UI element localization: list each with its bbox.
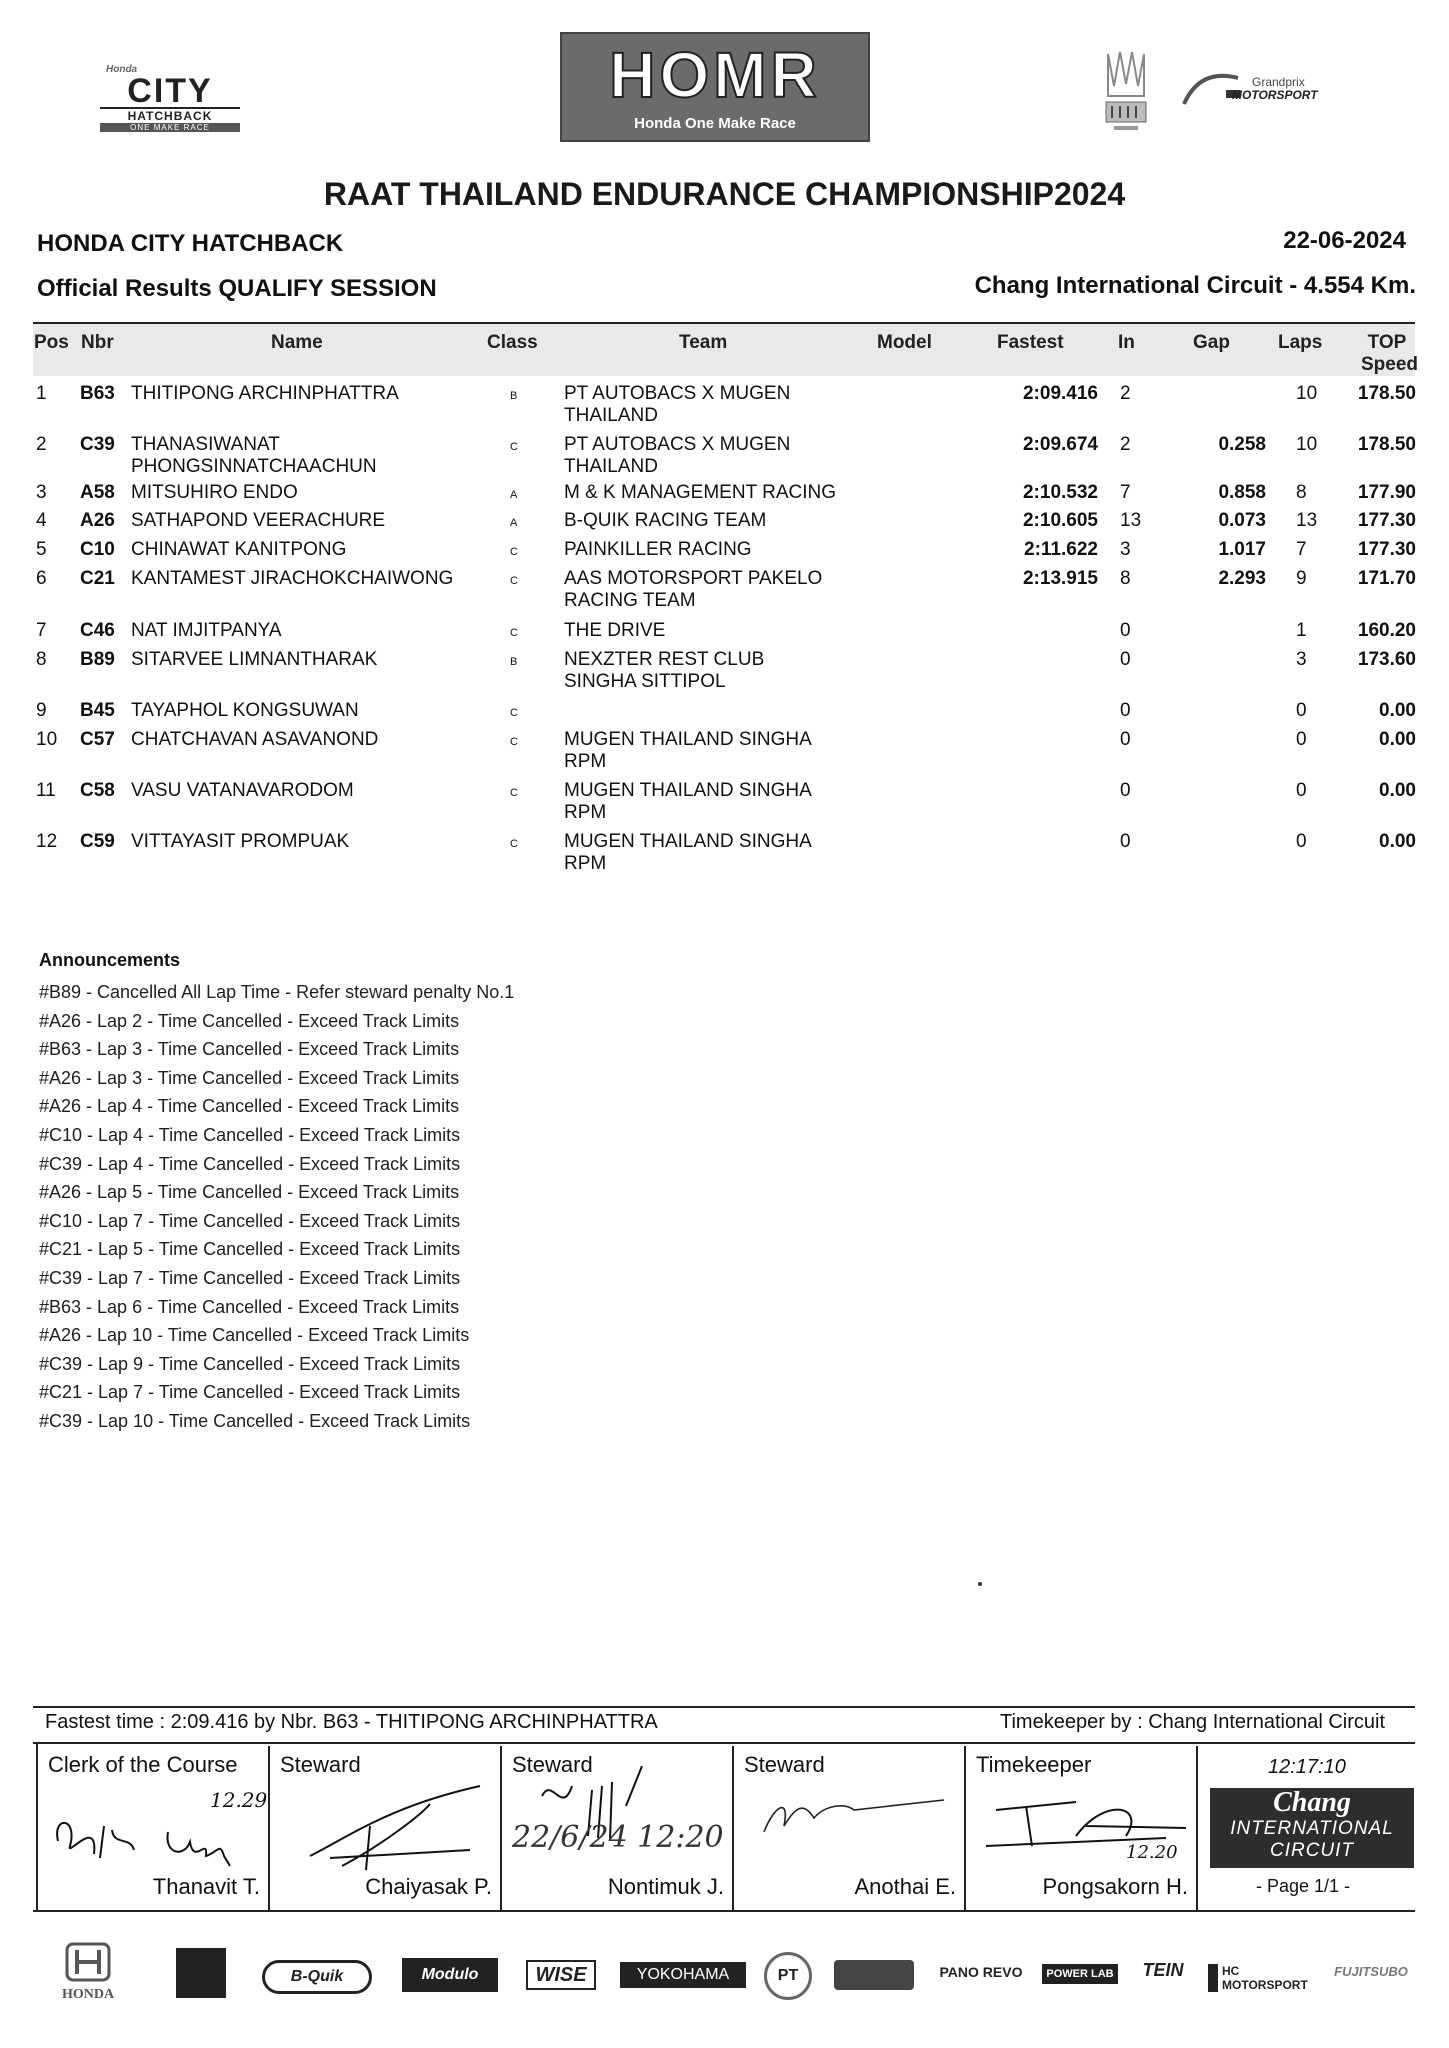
row-pos: 5	[36, 539, 47, 560]
signature-box-top-rule	[33, 1742, 1415, 1744]
row-in: 3	[1120, 539, 1131, 560]
signature-role: Timekeeper	[976, 1752, 1092, 1777]
row-name	[131, 780, 491, 802]
row-team-line2: SINGHA SITTIPOL	[564, 671, 726, 692]
col-class: Class	[487, 332, 538, 353]
signature-box-bottom-rule	[33, 1910, 1415, 1912]
row-pos: 10	[36, 729, 58, 750]
honda-sponsor-text: HONDA	[61, 1987, 115, 2002]
row-name	[131, 620, 491, 642]
fastest-time-summary: Fastest time : 2:09.416 by Nbr. B63 - THITIPONG ARCHINPHATTRA	[45, 1711, 658, 1733]
signature-clerk-of-course	[38, 1746, 270, 1910]
row-pos: 4	[36, 510, 47, 531]
row-name-line2: PHONGSINNATCHAACHUN	[131, 456, 377, 477]
row-in: 0	[1120, 620, 1131, 641]
row-in: 2	[1120, 383, 1131, 404]
chang-circuit-box	[1198, 1746, 1416, 1910]
row-laps: 13	[1296, 510, 1318, 531]
row-gap: 0.858	[1218, 482, 1266, 503]
city-logo-text: CITY	[127, 72, 213, 110]
row-name-line1: SITARVEE LIMNANTHARAK	[131, 649, 378, 670]
signature-role: Steward	[512, 1752, 593, 1777]
row-team	[564, 434, 864, 478]
announcement-item: #A26 - Lap 10 - Time Cancelled - Exceed Track Limits	[39, 1325, 470, 1346]
row-name	[131, 482, 491, 504]
homr-logo	[560, 32, 870, 142]
announcements-list	[39, 978, 514, 1436]
col-top-speed	[1361, 332, 1419, 376]
row-in: 7	[1120, 482, 1131, 503]
row-nbr: B45	[80, 700, 115, 721]
row-top-speed: 0.00	[1379, 780, 1416, 801]
row-nbr: C46	[80, 620, 115, 641]
row-team-line1: MUGEN THAILAND SINGHA	[564, 729, 812, 750]
signature-name: Nontimuk J.	[607, 1874, 724, 1899]
signature-steward-2	[502, 1746, 734, 1910]
row-team-line1: PT AUTOBACS X MUGEN	[564, 434, 791, 455]
announcement-item: #A26 - Lap 4 - Time Cancelled - Exceed Track Limits	[39, 1096, 460, 1117]
row-nbr: C58	[80, 780, 115, 801]
table-row	[0, 831, 1449, 881]
row-in: 8	[1120, 568, 1131, 589]
row-team	[564, 620, 864, 642]
row-fastest: 2:09.416	[1022, 383, 1098, 404]
grandprix-motorsport-logo	[1180, 64, 1340, 124]
row-top-speed: 178.50	[1357, 383, 1416, 404]
announcement-item: #C10 - Lap 4 - Time Cancelled - Exceed Track Limits	[39, 1124, 461, 1145]
row-class: C	[510, 787, 518, 799]
row-pos: 8	[36, 649, 47, 670]
row-in: 0	[1120, 780, 1131, 801]
row-team	[564, 568, 864, 612]
col-top-speed-line2: Speed	[1361, 354, 1419, 375]
row-laps: 0	[1296, 729, 1307, 750]
row-name	[131, 831, 491, 853]
row-gap: 0.073	[1218, 510, 1266, 531]
hc-motorsport-sponsor-logo: HC MOTORSPORT	[1208, 1964, 1312, 1992]
row-nbr: A58	[80, 482, 115, 503]
row-team-line2: RPM	[564, 853, 607, 874]
row-laps: 3	[1296, 649, 1307, 670]
row-gap: 1.017	[1218, 539, 1266, 560]
row-team-line1: THE DRIVE	[564, 620, 666, 641]
row-name-line1: TAYAPHOL KONGSUWAN	[131, 700, 359, 721]
honda-h-icon	[63, 1942, 113, 1982]
announcement-item: #C39 - Lap 7 - Time Cancelled - Exceed Track Limits	[39, 1267, 461, 1288]
row-fastest: 2:10.532	[1022, 482, 1098, 503]
signature-name: Pongsakorn H.	[1042, 1874, 1188, 1899]
row-team-line2: RACING TEAM	[564, 590, 696, 611]
row-nbr: B89	[80, 649, 115, 670]
row-name	[131, 434, 491, 478]
col-in: In	[1118, 332, 1135, 353]
signature-role: Steward	[744, 1752, 825, 1777]
row-class: C	[510, 838, 518, 850]
table-row	[0, 780, 1449, 830]
row-name-line1: VASU VATANAVARODOM	[131, 780, 354, 801]
motorsport-text: MOTORSPORT	[1232, 88, 1318, 102]
chang-international-circuit-logo	[1210, 1788, 1414, 1868]
col-fastest: Fastest	[997, 332, 1064, 353]
row-nbr: C10	[80, 539, 115, 560]
row-pos: 3	[36, 482, 47, 503]
row-name	[131, 700, 491, 722]
row-name-line1: SATHAPOND VEERACHURE	[131, 510, 386, 531]
col-laps: Laps	[1278, 332, 1323, 353]
col-nbr: Nbr	[81, 332, 114, 353]
rx-sponsor-logo	[834, 1960, 914, 1990]
row-laps: 10	[1296, 434, 1318, 455]
row-top-speed: 177.90	[1357, 482, 1416, 503]
results-table-header	[33, 324, 1419, 376]
table-row	[0, 434, 1449, 484]
row-team-line1: PAINKILLER RACING	[564, 539, 752, 560]
row-name-line1: VITTAYASIT PROMPUAK	[131, 831, 350, 852]
table-row	[0, 649, 1449, 699]
row-top-speed: 173.60	[1357, 649, 1416, 670]
col-name: Name	[271, 332, 323, 353]
scan-speck	[978, 1582, 982, 1586]
row-in: 0	[1120, 700, 1131, 721]
announcement-item: #A26 - Lap 3 - Time Cancelled - Exceed Track Limits	[39, 1067, 460, 1088]
row-top-speed: 160.20	[1357, 620, 1416, 641]
row-team-line1: B-QUIK RACING TEAM	[564, 510, 767, 531]
announcement-item: #A26 - Lap 5 - Time Cancelled - Exceed Track Limits	[39, 1182, 460, 1203]
wise-sponsor-logo: WISE	[526, 1960, 596, 1990]
announcement-item: #C39 - Lap 10 - Time Cancelled - Exceed Track Limits	[39, 1410, 471, 1431]
row-top-speed: 0.00	[1379, 700, 1416, 721]
signature-name: Chaiyasak P.	[365, 1874, 492, 1899]
row-team-line1: MUGEN THAILAND SINGHA	[564, 780, 812, 801]
row-laps: 0	[1296, 831, 1307, 852]
row-fastest: 2:11.622	[1024, 539, 1098, 560]
modulo-sponsor-logo: Modulo	[402, 1958, 498, 1992]
row-fastest: 2:13.915	[1022, 568, 1098, 589]
row-pos: 12	[36, 831, 58, 852]
chang-logo-line3: CIRCUIT	[1269, 1840, 1355, 1861]
announcement-item: #B89 - Cancelled All Lap Time - Refer steward penalty No.1	[39, 982, 515, 1002]
announcements-title: Announcements	[39, 950, 181, 970]
row-in: 0	[1120, 831, 1131, 852]
row-class: B	[510, 390, 518, 402]
row-pos: 6	[36, 568, 47, 589]
row-team-line1: MUGEN THAILAND SINGHA	[564, 831, 812, 852]
row-name	[131, 729, 491, 751]
row-pos: 11	[36, 780, 56, 801]
row-name-line1: THITIPONG ARCHINPHATTRA	[131, 383, 399, 404]
signature-role: Steward	[280, 1752, 361, 1777]
row-top-speed: 177.30	[1357, 510, 1416, 531]
row-class: A	[510, 489, 518, 501]
session-title: Official Results QUALIFY SESSION	[37, 275, 437, 302]
row-laps: 8	[1296, 482, 1307, 503]
announcement-item: #B63 - Lap 6 - Time Cancelled - Exceed Track Limits	[39, 1296, 460, 1317]
row-top-speed: 177.30	[1357, 539, 1416, 560]
row-class: C	[510, 441, 518, 453]
row-name-line1: CHINAWAT KANITPONG	[131, 539, 347, 560]
row-nbr: C59	[80, 831, 115, 852]
row-top-speed: 0.00	[1379, 831, 1416, 852]
row-laps: 0	[1296, 700, 1307, 721]
row-nbr: C57	[80, 729, 115, 750]
table-row	[0, 383, 1449, 433]
row-laps: 0	[1296, 780, 1307, 801]
honda-city-hatchback-logo	[100, 64, 240, 132]
row-class: C	[510, 546, 518, 558]
steward-handwritten-timestamp: 22/6/24 12:20	[512, 1820, 724, 1855]
row-gap: 2.293	[1218, 568, 1266, 589]
raat-emblem-icon	[1100, 44, 1152, 138]
row-name	[131, 649, 491, 671]
row-nbr: C21	[80, 568, 115, 589]
homr-logo-text: HOMR	[609, 39, 821, 111]
powerlab-sponsor-logo: POWER LAB	[1042, 1964, 1118, 1984]
row-fastest: 2:09.674	[1022, 434, 1098, 455]
hatchback-logo-text: HATCHBACK	[100, 107, 240, 123]
signature-timekeeper	[966, 1746, 1198, 1910]
event-date: 22-06-2024	[1283, 227, 1406, 254]
table-row	[0, 729, 1449, 779]
row-team	[564, 649, 864, 693]
row-pos: 7	[36, 620, 47, 641]
signature-steward-3	[734, 1746, 966, 1910]
one-make-race-logo-text: ONE MAKE RACE	[100, 123, 240, 132]
row-team	[564, 539, 864, 561]
row-team	[564, 510, 864, 532]
clerk-handwritten-time: 12.29	[210, 1788, 268, 1812]
homr-subtitle: Honda One Make Race	[634, 115, 796, 132]
sponsor-logos	[40, 1940, 1420, 2020]
series-name: HONDA CITY HATCHBACK	[37, 230, 344, 257]
signature-name: Thanavit T.	[152, 1874, 260, 1899]
row-team-line2: THAILAND	[564, 456, 658, 477]
row-laps: 10	[1296, 383, 1318, 404]
row-nbr: B63	[80, 383, 115, 404]
row-pos: 2	[36, 434, 47, 455]
announcement-item: #C10 - Lap 7 - Time Cancelled - Exceed Track Limits	[39, 1210, 461, 1231]
row-class: A	[510, 517, 518, 529]
row-class: B	[510, 656, 518, 668]
row-name-line1: MITSUHIRO ENDO	[131, 482, 298, 503]
chang-logo-line2: INTERNATIONAL	[1230, 1818, 1394, 1839]
honda-brand-text: Honda	[106, 64, 138, 75]
col-pos: Pos	[34, 332, 69, 353]
signature-steward-1	[270, 1746, 502, 1910]
page-number: - Page 1/1 -	[1256, 1876, 1351, 1896]
tein-sponsor-logo: TEIN	[1142, 1960, 1184, 1980]
row-name-line1: THANASIWANAT	[131, 434, 280, 455]
row-team	[564, 780, 864, 824]
row-top-speed: 171.70	[1357, 568, 1416, 589]
row-name	[131, 383, 491, 405]
announcement-item: #C39 - Lap 4 - Time Cancelled - Exceed Track Limits	[39, 1153, 461, 1174]
row-in: 0	[1120, 649, 1131, 670]
print-time: 12:17:10	[1268, 1756, 1346, 1778]
announcement-item: #B63 - Lap 3 - Time Cancelled - Exceed Track Limits	[39, 1039, 460, 1060]
row-team-line2: THAILAND	[564, 405, 658, 426]
row-name	[131, 568, 491, 590]
row-class: C	[510, 575, 518, 587]
bquik-sponsor-logo: B-Quik	[262, 1960, 372, 1994]
row-in: 2	[1120, 434, 1131, 455]
row-gap: 0.258	[1218, 434, 1266, 455]
row-top-speed: 178.50	[1357, 434, 1416, 455]
row-name	[131, 510, 491, 532]
fujitsubo-sponsor-logo: FUJITSUBO	[1334, 1964, 1408, 1979]
announcement-item: #C21 - Lap 5 - Time Cancelled - Exceed Track Limits	[39, 1239, 461, 1260]
chang-logo-line1: Chang	[1273, 1787, 1351, 1818]
row-nbr: C39	[80, 434, 115, 455]
header-logos	[0, 28, 1449, 148]
row-team-line2: RPM	[564, 751, 607, 772]
panorevo-sponsor-logo: PANO REVO	[939, 1964, 1023, 1980]
row-pos: 9	[36, 700, 47, 721]
grandprix-swoosh-icon	[1180, 64, 1240, 114]
row-team-line1: NEXZTER REST CLUB	[564, 649, 765, 670]
col-gap: Gap	[1193, 332, 1230, 353]
timekeeper-handwritten-time: 12.20	[1126, 1842, 1178, 1863]
singha-lion-logo	[176, 1948, 226, 1998]
timekeeper-by: Timekeeper by : Chang International Circuit	[1000, 1711, 1385, 1733]
col-top-speed-line1: TOP	[1367, 332, 1407, 353]
announcement-item: #C39 - Lap 9 - Time Cancelled - Exceed Track Limits	[39, 1353, 461, 1374]
row-laps: 9	[1296, 568, 1307, 589]
row-team-line1: PT AUTOBACS X MUGEN	[564, 383, 791, 404]
row-team	[564, 482, 864, 504]
pt-sponsor-logo: PT	[764, 1952, 812, 2000]
row-name-line1: CHATCHAVAN ASAVANOND	[131, 729, 379, 750]
row-team-line2: RPM	[564, 802, 607, 823]
row-class: C	[510, 707, 518, 719]
signature-name: Anothai E.	[854, 1874, 956, 1899]
announcement-item: #C21 - Lap 7 - Time Cancelled - Exceed Track Limits	[39, 1382, 461, 1403]
footer-top-rule	[33, 1706, 1415, 1708]
col-team: Team	[679, 332, 728, 353]
row-class: C	[510, 736, 518, 748]
row-name-line1: KANTAMEST JIRACHOKCHAIWONG	[131, 568, 454, 589]
row-name-line1: NAT IMJITPANYA	[131, 620, 282, 641]
signature-role: Clerk of the Course	[48, 1752, 238, 1777]
honda-sponsor-logo	[48, 1942, 128, 2003]
grandprix-text: Grandprix	[1252, 75, 1305, 89]
page-title: RAAT THAILAND ENDURANCE CHAMPIONSHIP2024	[323, 176, 1126, 212]
col-model: Model	[877, 332, 932, 353]
row-laps: 7	[1296, 539, 1307, 560]
row-top-speed: 0.00	[1379, 729, 1416, 750]
row-pos: 1	[36, 383, 47, 404]
table-row	[0, 568, 1449, 618]
row-team	[564, 831, 864, 875]
announcement-item: #A26 - Lap 2 - Time Cancelled - Exceed Track Limits	[39, 1010, 460, 1031]
row-in: 13	[1120, 510, 1142, 531]
row-laps: 1	[1296, 620, 1307, 641]
row-nbr: A26	[80, 510, 115, 531]
yokohama-sponsor-logo: YOKOHAMA	[620, 1962, 746, 1988]
circuit-name: Chang International Circuit - 4.554 Km.	[974, 272, 1416, 299]
row-class: C	[510, 627, 518, 639]
row-name	[131, 539, 491, 561]
row-fastest: 2:10.605	[1022, 510, 1098, 531]
row-team	[564, 729, 864, 773]
row-team-line1: M & K MANAGEMENT RACING	[564, 482, 837, 503]
row-team	[564, 383, 864, 427]
row-team-line1: AAS MOTORSPORT PAKELO	[564, 568, 823, 589]
row-in: 0	[1120, 729, 1131, 750]
